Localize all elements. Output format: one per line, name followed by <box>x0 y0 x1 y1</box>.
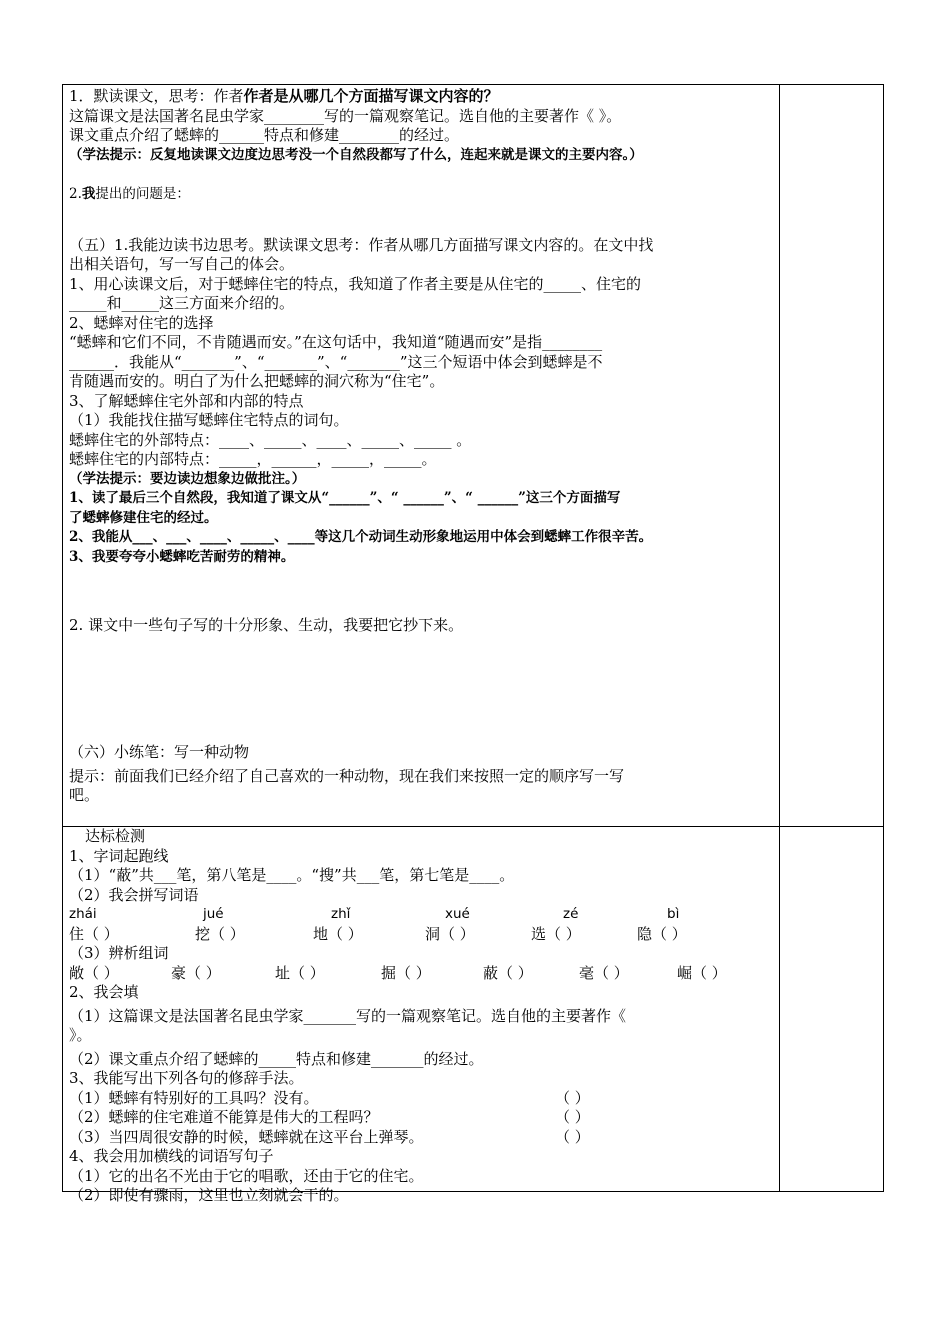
study-hint-2: （学法提示：要边读边想象边做批注。） <box>69 470 306 487</box>
section-6-hint-b: 吧。 <box>69 786 100 804</box>
test-title: 达标检测 <box>85 827 146 845</box>
fill-1-a: （1）这篇课文是法国著名昆虫学家_______写的一篇观察笔记。选自他的主要著作《 <box>69 1006 627 1025</box>
test-part-3: 3、我能写出下列各句的修辞手法。 <box>69 1069 304 1087</box>
test-part-2: 2、我会填 <box>69 983 139 1001</box>
section-6-hint-a: 提示：前面我们已经介绍了自己喜欢的一种动物，现在我们来按照一定的顺序写一写 <box>69 766 625 785</box>
reading-section-row <box>62 84 884 827</box>
reading-section-content <box>69 87 775 806</box>
bold-item-1-a: 1、读了最后三个自然段，我知道了课文从“______”、“ ______”、“ ______”这三个方面描写 <box>69 490 621 506</box>
stroke-question: （1）“蔽”共___笔，第八笔是____。“搜”共___笔，第七笔是____。 <box>69 866 515 884</box>
fill-1-b: 》。 <box>69 1026 92 1044</box>
section-5-intro-1: （五）1.我能边读书边思考。默读课文思考：作者从哪几方面描写课文内容的。在文中找 <box>69 235 654 254</box>
question-2: 2.我提出的问题是： <box>69 185 190 202</box>
item-2-line-a: “蟋蟀和它们不同，不肯随遇而安。”在这句话中，我知道“随遇而安”是指________ <box>69 333 603 351</box>
rhetoric-item: （2）蟋蟀的住宅难道不能算是伟大的工程吗？ （ ） <box>69 1108 590 1126</box>
compare-chars-row: 敞（ ） 豪（ ） 址（ ） 掘（ ） 蔽（ ） 毫（ ） 崛（ ） <box>69 963 727 982</box>
section-6-title: （六）小练笔：写一种动物 <box>69 743 250 761</box>
item-3-line-a: （1）我能找住描写蟋蟀住宅特点的词句。 <box>69 411 349 429</box>
study-hint-1: （学法提示：反复地读课文边度边思考没一个自然段都写了什么，连起来就是课文的主要内容。） <box>69 146 643 163</box>
copy-sentences-prompt: 2. 课文中一些句子写的十分形象、生动，我要把它抄下来。 <box>69 616 464 634</box>
sentence-2: （2）即使有骤雨，这里也立刻就会干的。 <box>69 1186 349 1204</box>
test-section-content <box>69 827 775 1206</box>
author-line: 这篇课文是法国著名昆虫学家________写的一篇观察笔记。选自他的主要著作《 》。 <box>69 106 622 125</box>
section-5-intro-2: 出相关语句，写一写自己的体会。 <box>69 255 295 273</box>
item-3-title: 3、了解蟋蟀住宅外部和内部的特点 <box>69 391 304 410</box>
test-section-row <box>62 826 884 1204</box>
pinyin-chars-row: 住（ ） 挖（ ） 地（ ） 洞（ ） 选（ ） 隐（ ） <box>69 924 687 943</box>
rhetoric-item: （3）当四周很安静的时候，蟋蟀就在这平台上弹琴。 （ ） <box>69 1127 590 1146</box>
rhetoric-item: （1）蟋蟀有特别好的工具吗？没有。 （ ） <box>69 1088 590 1107</box>
worksheet-table <box>62 84 884 1204</box>
question-1: 1．默读课文，思考：作者作者是从哪几个方面描写课文内容的？ <box>69 87 499 105</box>
sentence-1: （1）它的出名不光由于它的唱歌，还由于它的住宅。 <box>69 1166 424 1185</box>
compare-title: （3）辨析组词 <box>69 944 169 962</box>
item-2-title: 2、蟋蟀对住宅的选择 <box>69 313 214 332</box>
item-2-line-c: 肯随遇而安的。明白了为什么把蟋蟀的洞穴称为“住宅”。 <box>69 372 445 390</box>
column-divider <box>779 827 780 1191</box>
test-part-1: 1、字词起跑线 <box>69 846 169 865</box>
item-1-line-a: 1、用心读课文后，对于蟋蟀住宅的特点，我知道了作者主要是从住宅的_____、住宅的 <box>69 274 642 293</box>
bold-item-2: 2、我能从___、___、____、_____、____等这几个动词生动形象地运用中体会到蟋蟀工作很辛苦。 <box>69 529 653 545</box>
fill-2: （2）课文重点介绍了蟋蟀的_____特点和修建_______的经过。 <box>69 1049 484 1068</box>
bold-item-1-b: 了蟋蟀修建住宅的经过。 <box>69 509 218 526</box>
column-divider <box>779 85 780 826</box>
pinyin-title: （2）我会拼写词语 <box>69 885 199 904</box>
pinyin-row: zhái jué zhǐ xué zé bì <box>69 906 680 922</box>
inside-features: 蟋蟀住宅的内部特点：_____，______，_____，_____。 <box>69 450 437 468</box>
test-part-4: 4、我会用加横线的词语写句子 <box>69 1147 274 1165</box>
bold-item-3: 3、我要夸夸小蟋蟀吃苦耐劳的精神。 <box>69 548 295 565</box>
item-2-line-b: ______．我能从“_______”、“_______”、“_______”这三个短语中体会到蟋蟀是不 <box>69 352 603 371</box>
item-1-line-b: _____和_____这三方面来介绍的。 <box>69 294 295 312</box>
outside-features: 蟋蟀住宅的外部特点：____、_____、____、_____、_____ 。 <box>69 430 472 449</box>
focus-line: 课文重点介绍了蟋蟀的______特点和修建________的经过。 <box>69 126 460 144</box>
